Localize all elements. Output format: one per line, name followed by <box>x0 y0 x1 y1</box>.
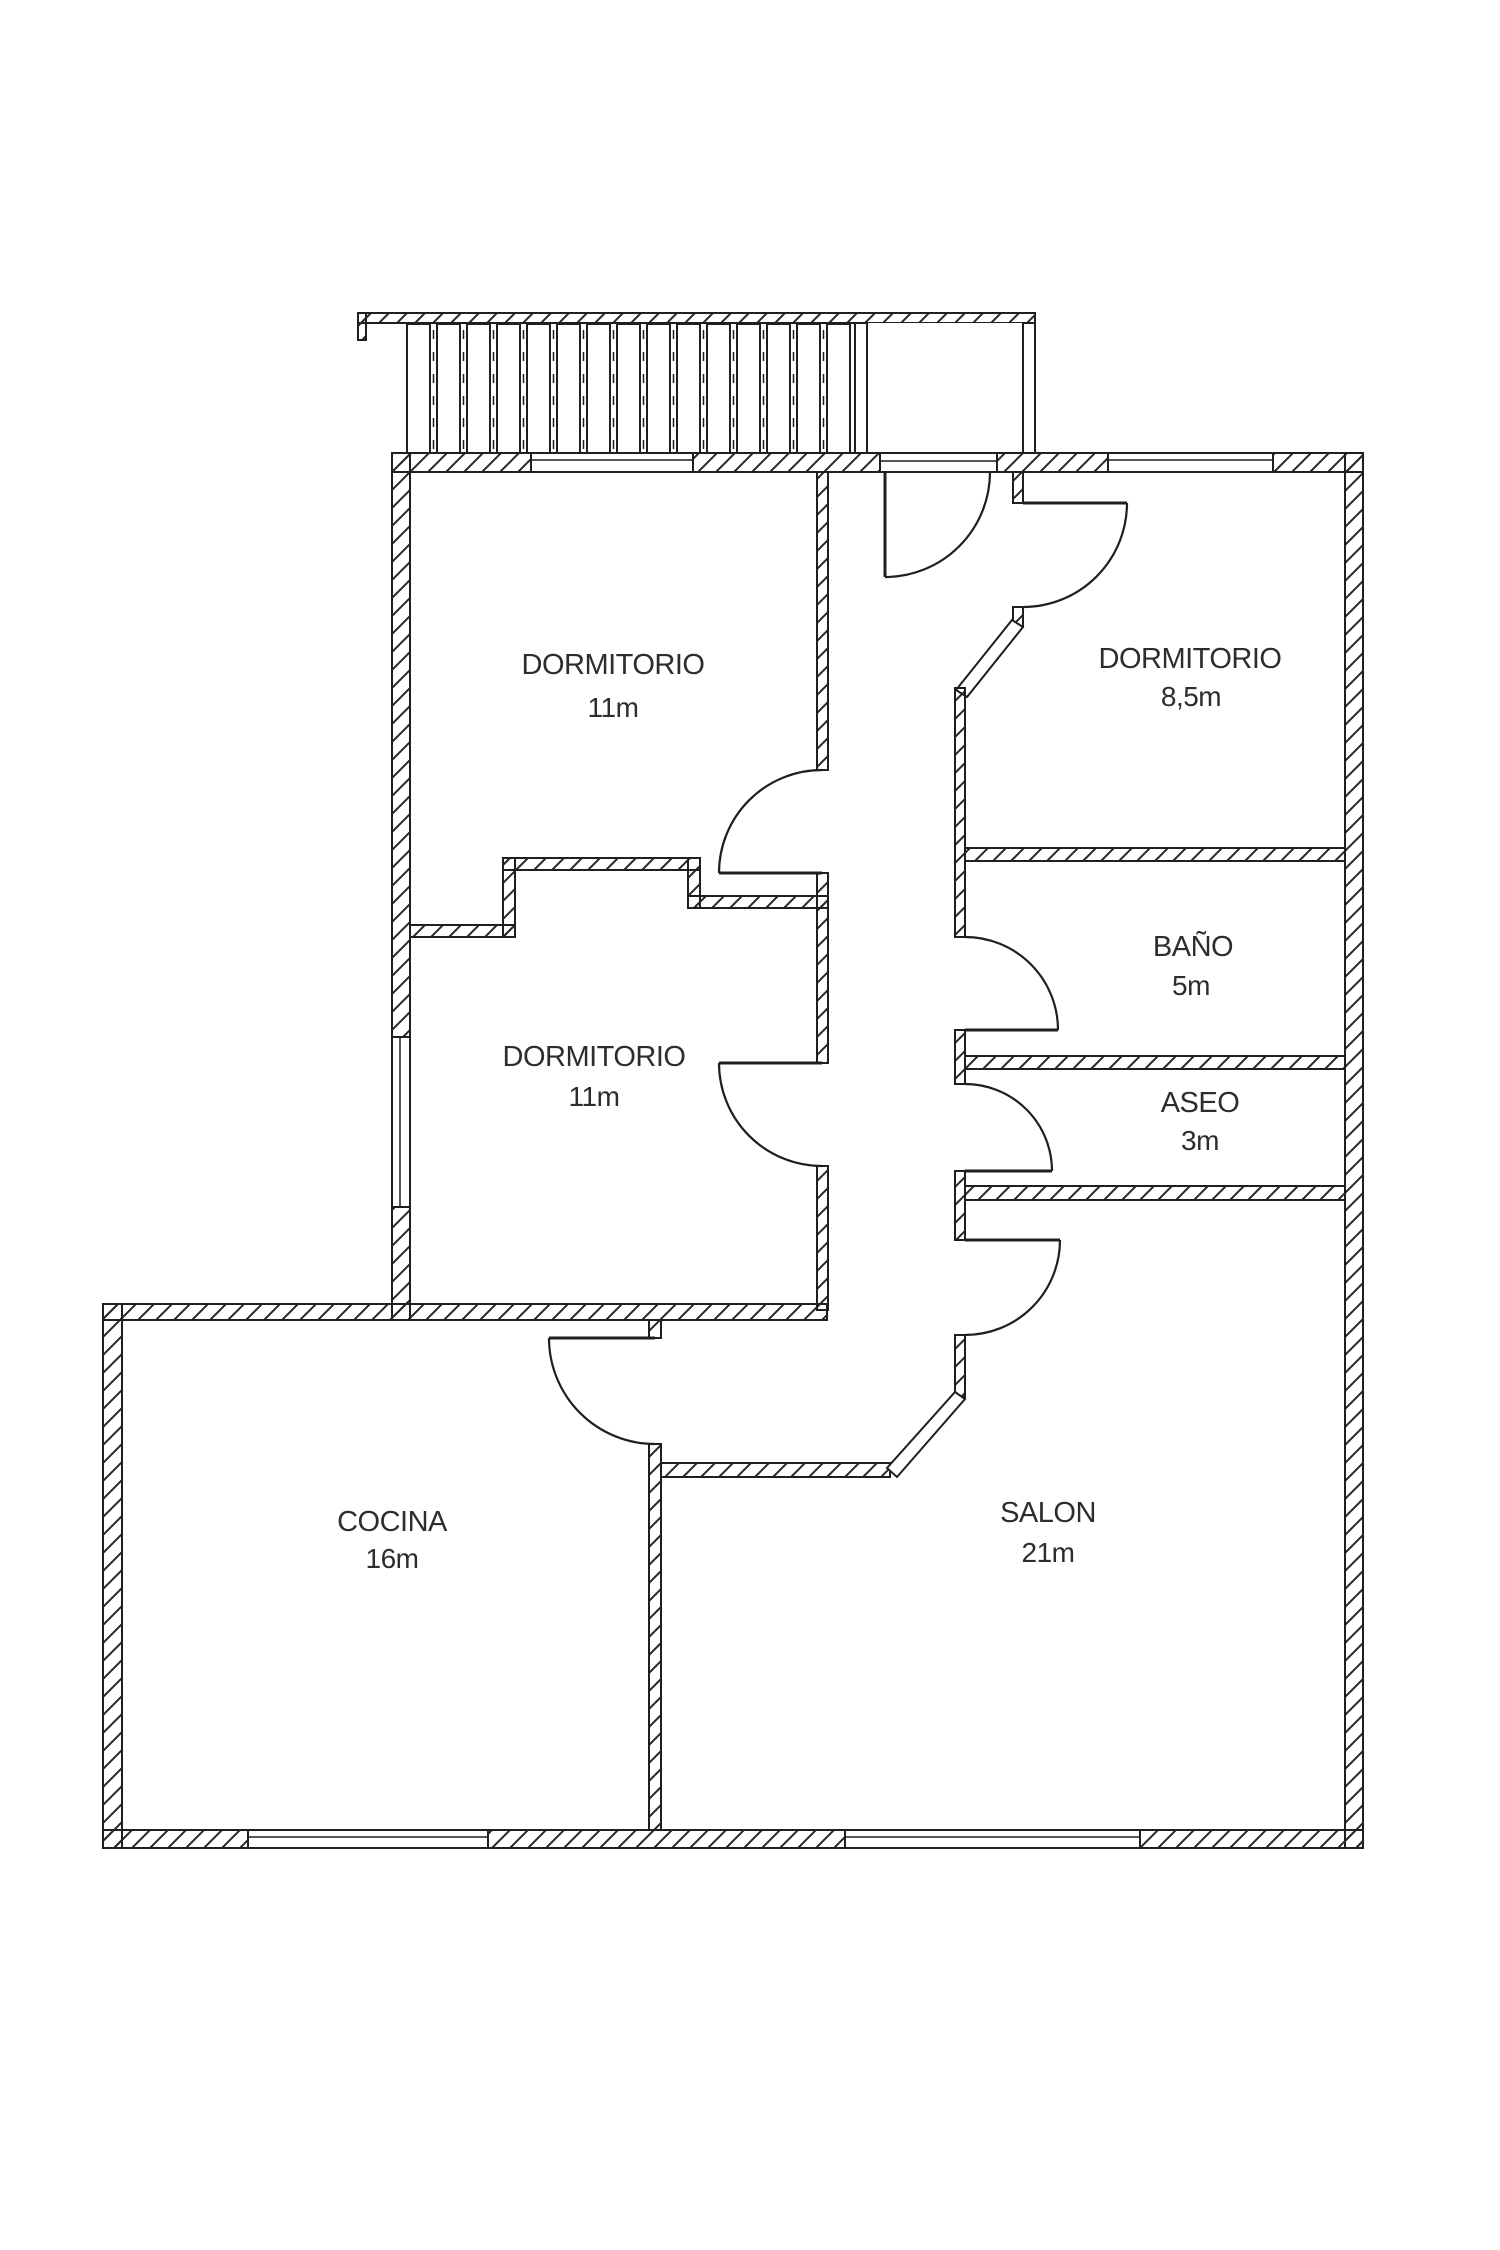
bedroom-divider-step-wall <box>410 925 515 937</box>
door-bedroom-top-right <box>1023 503 1127 607</box>
top-wall-segment <box>392 453 531 472</box>
corridor-right-wall-segment <box>955 1335 965 1397</box>
pergola-slat <box>467 324 490 453</box>
pergola-slat <box>437 324 460 453</box>
pergola-slat <box>407 324 430 453</box>
bedroom-divider-step-wall <box>688 896 828 908</box>
terrace-open-area <box>855 323 1035 453</box>
right-wall <box>1345 453 1363 1848</box>
pergola-slats <box>407 324 850 453</box>
terrace-box-right-wall <box>1023 323 1035 453</box>
pergola-slat <box>707 324 730 453</box>
kitchen-salon-wall-segment <box>649 1320 661 1338</box>
door-salon <box>965 1240 1060 1335</box>
door-bathroom <box>965 937 1058 1030</box>
top-wall-segment <box>997 453 1108 472</box>
window-top-bedroom-right <box>1108 453 1273 472</box>
corridor-right-wall-segment <box>955 1030 965 1084</box>
top-wall-segment <box>693 453 880 472</box>
pergola-slat <box>797 324 820 453</box>
pergola-slat <box>767 324 790 453</box>
door-toilet <box>965 1084 1052 1171</box>
bedroom-bathroom-wall <box>965 848 1345 861</box>
room-name-dormitorio-top-right: DORMITORIO <box>1098 643 1282 675</box>
window-salon-bottom <box>845 1830 1140 1848</box>
corridor-right-wall-segment <box>955 688 965 937</box>
pergola-slat <box>647 324 670 453</box>
room-labels <box>337 643 1281 1574</box>
room-name-dormitorio-middle: DORMITORIO <box>502 1041 686 1073</box>
room-name-salon: SALON <box>1000 1497 1096 1529</box>
entrance-door <box>885 472 990 577</box>
corridor-diagonal-wall-upper <box>956 620 1023 697</box>
doors <box>549 472 1127 1444</box>
entrance-threshold <box>880 453 997 472</box>
corridor-right-wall-segment <box>955 1171 965 1240</box>
door-bedroom-middle <box>719 1063 822 1166</box>
room-area-aseo: 3m <box>1181 1125 1219 1156</box>
pergola-slat <box>737 324 760 453</box>
corridor-right-wall-segment <box>1013 472 1023 503</box>
room-area-bano: 5m <box>1172 970 1210 1001</box>
pergola-slat <box>617 324 640 453</box>
corridor-left-wall-segment <box>817 472 828 770</box>
pergola-slat <box>827 324 850 453</box>
corridor-left-wall-segment <box>817 1166 828 1310</box>
pergola-slat <box>587 324 610 453</box>
window-left-wall <box>392 1037 410 1207</box>
hall-bottom-wall <box>661 1463 890 1477</box>
pergola-slat <box>527 324 550 453</box>
pergola-slat <box>557 324 580 453</box>
hall-diagonal-wall-lower <box>887 1392 965 1477</box>
left-wall-upper-segment <box>392 453 410 1037</box>
room-area-dormitorio-middle: 11m <box>568 1081 620 1112</box>
room-area-dormitorio-top-right: 8,5m <box>1160 681 1222 712</box>
bottom-wall-segment <box>103 1830 248 1848</box>
room-name-cocina: COCINA <box>337 1506 447 1538</box>
kitchen-hall-top-wall <box>103 1304 827 1320</box>
room-area-dormitorio-top-left: 11m <box>587 692 639 723</box>
pergola-left-cap <box>358 313 366 340</box>
bedroom-divider-step-wall <box>503 858 700 870</box>
pergola-slat <box>497 324 520 453</box>
window-top-bedroom <box>531 453 693 472</box>
room-name-dormitorio-top-left: DORMITORIO <box>521 649 705 681</box>
room-name-bano: BAÑO <box>1152 931 1234 963</box>
door-kitchen <box>549 1338 655 1444</box>
pergola-slat <box>677 324 700 453</box>
room-name-aseo: ASEO <box>1160 1087 1240 1119</box>
kitchen-salon-wall-segment <box>649 1444 661 1830</box>
door-bedroom-top-left <box>719 770 822 873</box>
bottom-wall-segment <box>488 1830 845 1848</box>
pergola-top-bar <box>358 313 1035 323</box>
kitchen-left-wall <box>103 1304 122 1848</box>
room-area-salon: 21m <box>1021 1537 1075 1568</box>
bathroom-toilet-wall <box>965 1056 1345 1069</box>
terrace-pergola <box>358 313 1035 453</box>
window-kitchen-bottom <box>248 1830 488 1848</box>
toilet-livingroom-wall <box>965 1186 1345 1200</box>
bottom-wall-segment <box>1140 1830 1363 1848</box>
room-area-cocina: 16m <box>365 1543 419 1574</box>
terrace-box-left-wall <box>855 323 867 453</box>
